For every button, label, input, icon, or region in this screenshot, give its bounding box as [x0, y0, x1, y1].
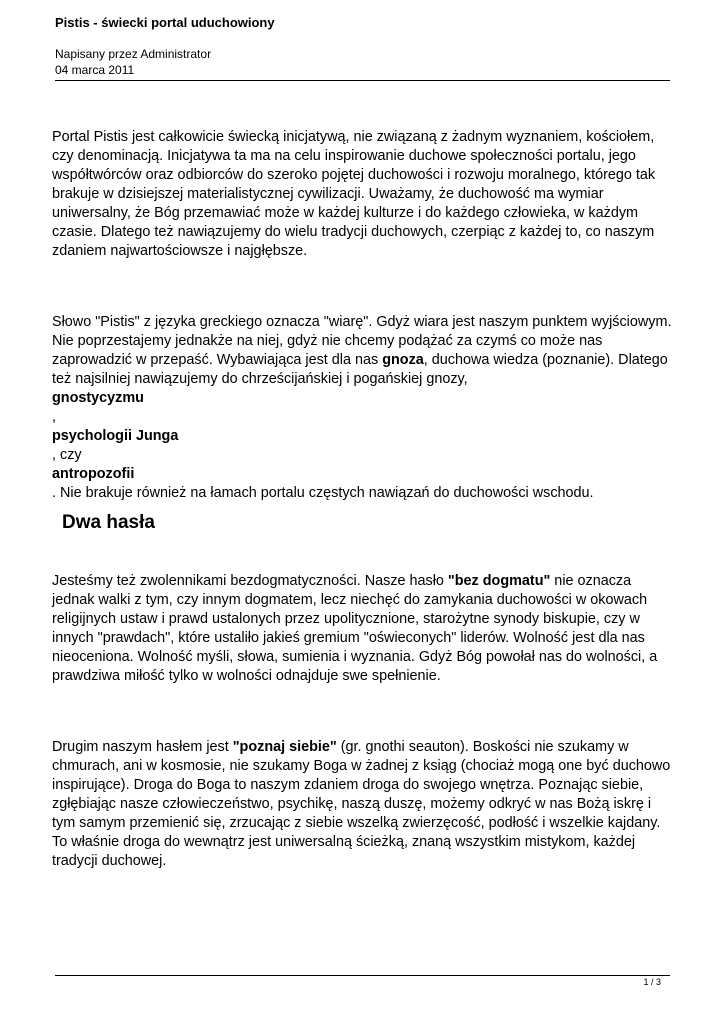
paragraph-intro	[52, 128, 677, 261]
pistis-ending-text: . Nie brakuje również na łamach portalu częstych nawiązań do duchowości wschodu.	[52, 485, 594, 501]
term-gnostycyzm: gnostycyzmu	[52, 390, 144, 406]
separator-comma: ,	[52, 409, 56, 425]
paragraph-poznaj-siebie-text	[52, 738, 677, 871]
paragraph-pistis-text	[52, 313, 677, 389]
pistis-after-gnoza-text: , duchowa wiedza (poznanie). Dlatego też najsilniej nawiązujemy do chrześcijańskiej i pogańskiej gnozy,	[52, 352, 668, 387]
footer-divider	[55, 975, 670, 976]
separator-czy: , czy	[52, 447, 82, 463]
paragraph-bez-dogmatu	[52, 572, 677, 686]
publish-date: 04 marca 2011	[55, 63, 135, 77]
article-meta	[55, 46, 670, 78]
header-divider	[55, 80, 670, 81]
paragraph-bez-dogmatu-text	[52, 572, 677, 686]
term-antropozofia: antropozofii	[52, 466, 135, 482]
paragraph-poznaj-siebie	[52, 738, 677, 871]
page-header	[55, 14, 670, 78]
poznaj-siebie-after-text: (gr. gnothi seauton). Boskości nie szukamy w chmurach, ani w kosmosie, nie szukamy Boga w żadnej z ksiąg (chociaż mogą one być duchowo inspirujące). Droga do Boga to naszym zdaniem droga do swojego wnętrza. Poznając siebie, zgłębiając nasze człowieczeństwo, psychikę, naszą duszę, możemy odkryć w nas Bożą iskrę i tym samym przemienić się, zrzucając z siebie wszelką zwierzęcość, podłość i wszelkie kajdany. To właśnie droga do wewnątrz jest uniwersalną ścieżką, znaną wszystkim mistykom, każdej tradycji duchowej.	[52, 739, 671, 869]
pistis-intro-text: Słowo "Pistis" z języka greckiego oznacza "wiarę". Gdyż wiara jest naszym punktem wyjściowym. Nie poprzestajemy jednakże na niej, gdyż nie chcemy podążać za czymś co może nas zaprowadzić w przepaść. Wybawiająca jest dla nas	[52, 314, 672, 368]
author-line: Napisany przez Administrator	[55, 47, 212, 61]
bez-dogmatu-after-text: nie oznacza jednak walki z tym, czy innym dogmatem, lecz niechęć do zamykania duchowości w okowach religijnych ustaw i prawd ustalonych przez upolitycznione, starożytne synody biskupie, czy w innych "prawdach", które ustaliło jakieś gremium "oświeconych" liderów. Wolność jest dla nas nieoceniona. Wolność myśli, słowa, sumienia i wyznania. Gdyż Bóg powołał nas do wolności, a prawdziwa miłość tylko w wolności odnajduje swe spełnienie.	[52, 573, 658, 684]
term-psychologia-junga: psychologii Junga	[52, 428, 179, 444]
term-gnoza: gnoza	[382, 352, 424, 368]
page-number: 1 / 3	[643, 977, 661, 987]
page-title: Pistis - świecki portal uduchowiony	[55, 15, 275, 30]
motto-poznaj-siebie: "poznaj siebie"	[232, 739, 337, 755]
poznaj-siebie-before-text: Drugim naszym hasłem jest	[52, 739, 233, 755]
section-heading: Dwa hasła	[62, 512, 155, 533]
bez-dogmatu-before-text: Jesteśmy też zwolennikami bezdogmatyczności. Nasze hasło	[52, 573, 448, 589]
paragraph-intro-text: Portal Pistis jest całkowicie świecką inicjatywą, nie związaną z żadnym wyznaniem, kościołem, czy denominacją. Inicjatywa ta ma na celu inspirowanie duchowe społeczności portalu, jego współtwórców oraz odbiorców do szeroko pojętej duchowości i rozwoju moralnego, którego tak brakuje w dzisiejszej materialistycznej cywilizacji. Uważamy, że duchowość ma wymiar uniwersalny, że Bóg przemawiać może w każdej kulturze i do każdego człowieka, w każdym czasie. Dlatego też nawiązujemy do wielu tradycji duchowych, czerpiąc z każdej to, co naszym zdaniem najwartościowsze i najgłębsze.	[52, 129, 656, 259]
paragraph-pistis	[52, 313, 677, 503]
motto-bez-dogmatu: "bez dogmatu"	[447, 573, 551, 589]
